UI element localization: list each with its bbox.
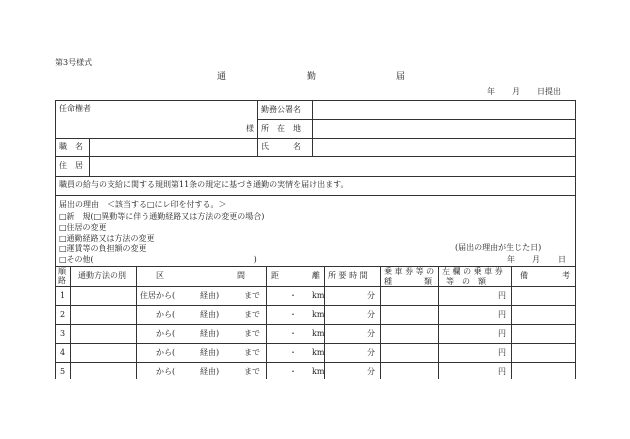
header-time: 所 要 時 間: [328, 271, 368, 280]
row-to: まで: [244, 367, 260, 376]
row-distance-unit: km: [312, 367, 325, 376]
header-remarks-a: 備: [520, 271, 528, 280]
row-from: 住居から(: [140, 291, 176, 300]
position-label: 職 名: [59, 142, 83, 151]
reason-month: 月: [532, 255, 540, 264]
header-distance-b: 離: [312, 271, 320, 280]
row-minutes-unit: 分: [367, 348, 375, 357]
reason-day: 日: [558, 255, 566, 264]
header-ticket-top: 乗 車 券 等 の: [384, 267, 435, 276]
row-minutes-unit: 分: [367, 367, 375, 376]
header-seq-bottom: 路: [58, 276, 66, 285]
row-yen-unit: 円: [498, 310, 506, 319]
row-yen-unit: 円: [498, 348, 506, 357]
row-to: まで: [244, 310, 260, 319]
statement-text: 職員の給与の支給に関する規則第11条の規定に基づき通勤の実情を届け出ます。: [59, 180, 349, 189]
row-distance-unit: km: [312, 291, 325, 300]
sama-label: 様: [246, 124, 254, 133]
row-to: まで: [244, 329, 260, 338]
row-via: 経由): [200, 348, 220, 357]
row-from: から(: [156, 310, 176, 319]
row-distance-dot: ・: [289, 348, 297, 357]
row-via: 経由): [200, 329, 220, 338]
row-number: 4: [60, 348, 66, 357]
address-label: 所 在 地: [261, 124, 301, 133]
reason-heading: 届出の理由 ＜該当する□にレ印を付する。＞: [59, 200, 227, 209]
row-from: から(: [156, 367, 176, 376]
row-minutes-unit: 分: [367, 329, 375, 338]
row-from: から(: [156, 348, 176, 357]
appointer-label: 任命権者: [59, 104, 91, 113]
row-via: 経由): [200, 310, 220, 319]
reason-option-route[interactable]: □通勤経路又は方法の変更: [59, 234, 155, 243]
header-method: 通動方法の別: [78, 271, 126, 280]
header-fare-top: 左 欄 の 乗 車 券: [442, 267, 503, 276]
header-section-a: 区: [156, 271, 164, 280]
row-distance-dot: ・: [289, 291, 297, 300]
header-section-b: 間: [237, 271, 245, 280]
reason-year: 年: [507, 255, 515, 264]
header-seq-top: 順: [58, 267, 66, 276]
row-distance-dot: ・: [289, 329, 297, 338]
title-char-1: 通: [217, 72, 227, 82]
row-number: 1: [60, 291, 66, 300]
reason-option-fare[interactable]: □運賃等の負担額の変更: [59, 244, 147, 253]
row-from: から(: [156, 329, 176, 338]
row-number: 2: [60, 310, 66, 319]
row-distance-dot: ・: [289, 310, 297, 319]
row-distance-unit: km: [312, 310, 325, 319]
row-to: まで: [244, 291, 260, 300]
title-char-2: 勤: [307, 72, 317, 82]
office-name-label: 勤務公署名: [261, 105, 301, 114]
header-fare-bottom: 等 の 額: [446, 277, 486, 286]
row-via: 経由): [200, 367, 220, 376]
row-number: 3: [60, 329, 66, 338]
submit-month: 月: [512, 87, 520, 96]
submit-day: 日提出: [537, 87, 561, 96]
row-yen-unit: 円: [498, 291, 506, 300]
row-via: 経由): [200, 291, 220, 300]
row-yen-unit: 円: [498, 367, 506, 376]
header-distance-a: 距: [271, 271, 279, 280]
row-to: まで: [244, 348, 260, 357]
header-ticket-bottom: 種 類: [384, 277, 432, 286]
row-distance-unit: km: [312, 348, 325, 357]
row-number: 5: [60, 367, 66, 376]
residence-label: 住 居: [59, 161, 83, 170]
submit-year: 年: [487, 87, 495, 96]
row-yen-unit: 円: [498, 329, 506, 338]
row-distance-dot: ・: [289, 367, 297, 376]
reason-option-residence[interactable]: □住居の変更: [59, 223, 107, 232]
row-distance-unit: km: [312, 329, 325, 338]
title-char-3: 届: [396, 72, 406, 82]
form-number: 第3号様式: [55, 58, 93, 67]
row-minutes-unit: 分: [367, 291, 375, 300]
row-minutes-unit: 分: [367, 310, 375, 319]
reason-option-new[interactable]: □新 規(□異動等に伴う通勤経路又は方法の変更の場合): [59, 212, 265, 221]
reason-option-other[interactable]: □その他( ): [59, 255, 257, 264]
reason-date-caption: (届出の理由が生じた日): [455, 243, 542, 252]
name-label: 氏 名: [261, 142, 301, 151]
header-remarks-b: 考: [562, 271, 570, 280]
